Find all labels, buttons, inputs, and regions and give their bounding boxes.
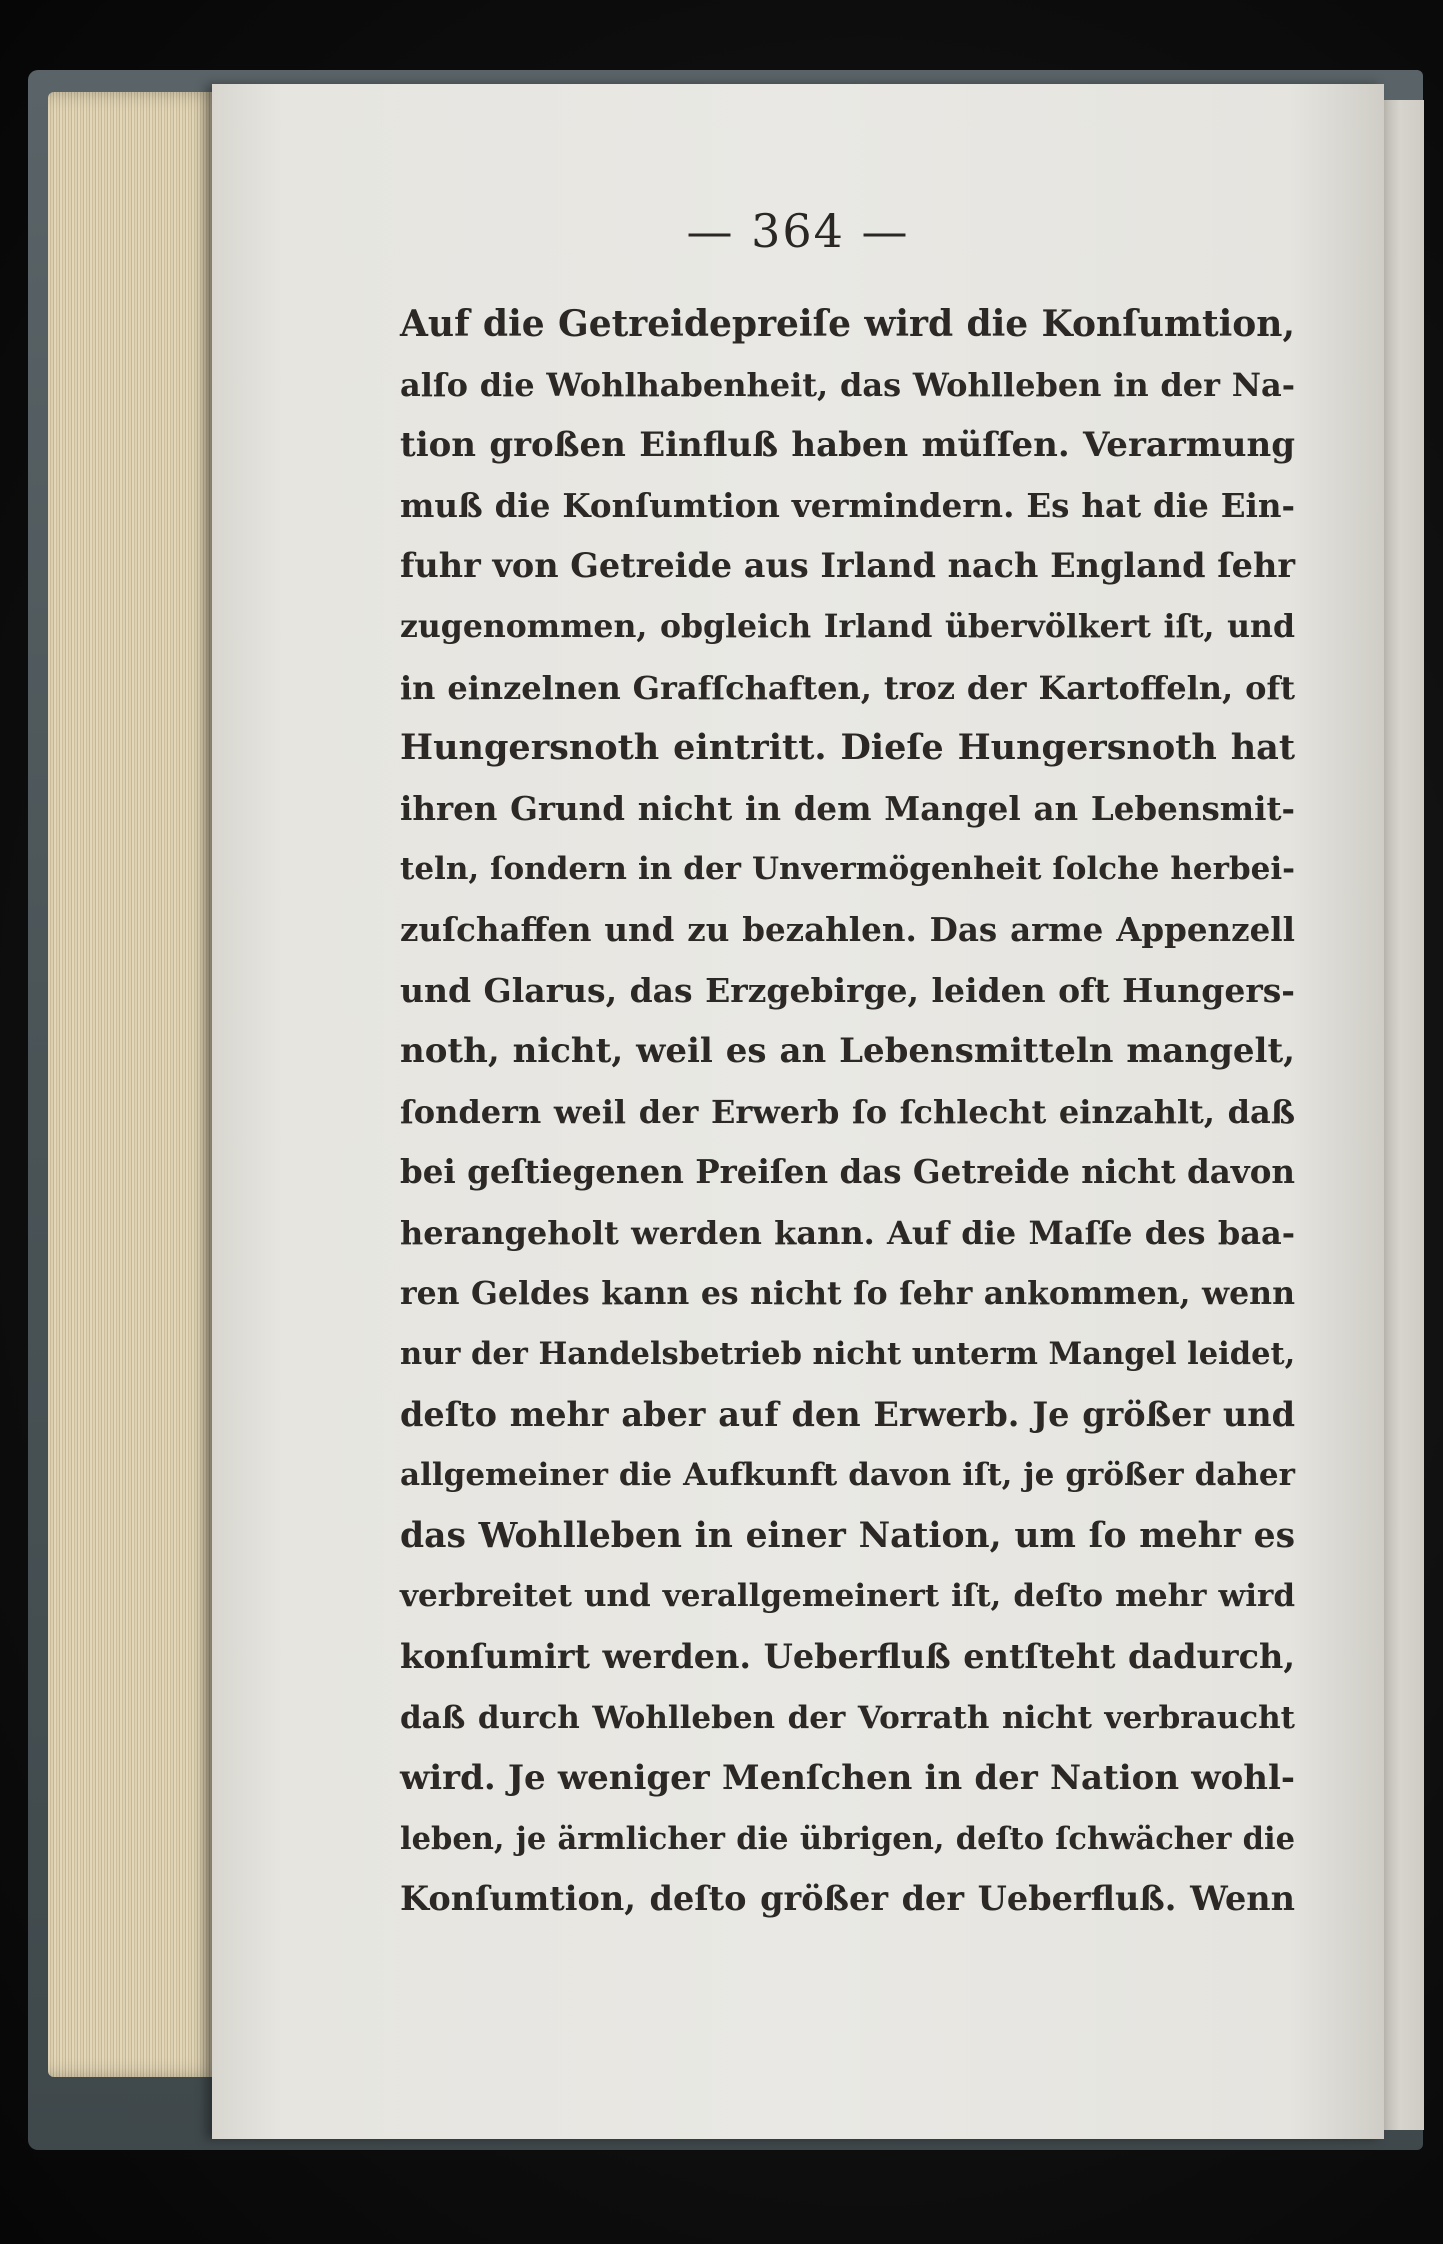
text-line: alſo die Wohlhabenheit, das Wohlleben in der Na- xyxy=(400,365,1295,404)
text-line: daß durch Wohlleben der Vorrath nicht verbraucht xyxy=(400,1699,1295,1736)
body-text xyxy=(400,294,1295,1930)
text-line: deſto mehr aber auf den Erwerb. Je größer und xyxy=(400,1394,1295,1434)
text-line: zuſchaffen und zu bezahlen. Das arme Appenzell xyxy=(400,909,1295,949)
text-line: herangeholt werden kann. Auf die Maſſe des baa- xyxy=(400,1213,1295,1252)
text-line: teln, ſondern in der Unvermögenheit ſolche herbei- xyxy=(400,851,1295,888)
text-line: ſondern weil der Erwerb ſo ſchlecht einzahlt, daß xyxy=(400,1092,1295,1131)
page-edges xyxy=(48,92,220,2077)
page-number: — 364 — xyxy=(686,204,910,258)
text-line: bei geſtiegenen Preiſen das Getreide nicht davon xyxy=(400,1152,1295,1192)
text-line: ihren Grund nicht in dem Mangel an Lebensmit- xyxy=(400,788,1295,828)
text-line: zugenommen, obgleich Irland übervölkert iſt, und xyxy=(400,607,1295,645)
book-page xyxy=(212,84,1384,2139)
text-line: nur der Handelsbetrieb nicht unterm Mangel leidet, xyxy=(400,1336,1296,1373)
text-line: wird. Je weniger Menſchen in der Nation wohl- xyxy=(400,1758,1295,1799)
text-line: verbreitet und verallgemeinert iſt, deſto mehr wird xyxy=(400,1578,1295,1615)
text-line: das Wohlleben in einer Nation, um ſo mehr es xyxy=(400,1515,1295,1556)
text-line: tion großen Einfluß haben müſſen. Verarmung xyxy=(400,425,1295,466)
text-line: ren Geldes kann es nicht ſo ſehr ankommen, wenn xyxy=(400,1274,1295,1312)
text-line: muß die Konſumtion vermindern. Es hat die Ein- xyxy=(400,485,1295,525)
text-line: konſumirt werden. Ueberfluß entſteht dadurch, xyxy=(400,1637,1295,1677)
text-line: allgemeiner die Aufkunft davon iſt, je größer daher xyxy=(400,1457,1295,1494)
text-line: und Glarus, das Erzgebirge, leiden oft Hungers- xyxy=(400,970,1295,1010)
text-line: Hungersnoth eintritt. Dieſe Hungersnoth hat xyxy=(400,727,1295,769)
text-line: in einzelnen Grafſchaften, troz der Kartoffeln, oft xyxy=(400,668,1295,707)
text-line: leben, je ärmlicher die übrigen, deſto ſchwächer die xyxy=(400,1820,1295,1857)
text-line: Konſumtion, deſto größer der Ueberfluß. Wenn xyxy=(400,1879,1295,1919)
facing-page-edge xyxy=(1384,100,1424,2130)
text-line: Auf die Getreidepreiſe wird die Konſumtion, xyxy=(400,303,1295,345)
text-line: fuhr von Getreide aus Irland nach England ſehr xyxy=(400,546,1295,586)
text-line: noth, nicht, weil es an Lebensmitteln mangelt, xyxy=(400,1031,1295,1072)
